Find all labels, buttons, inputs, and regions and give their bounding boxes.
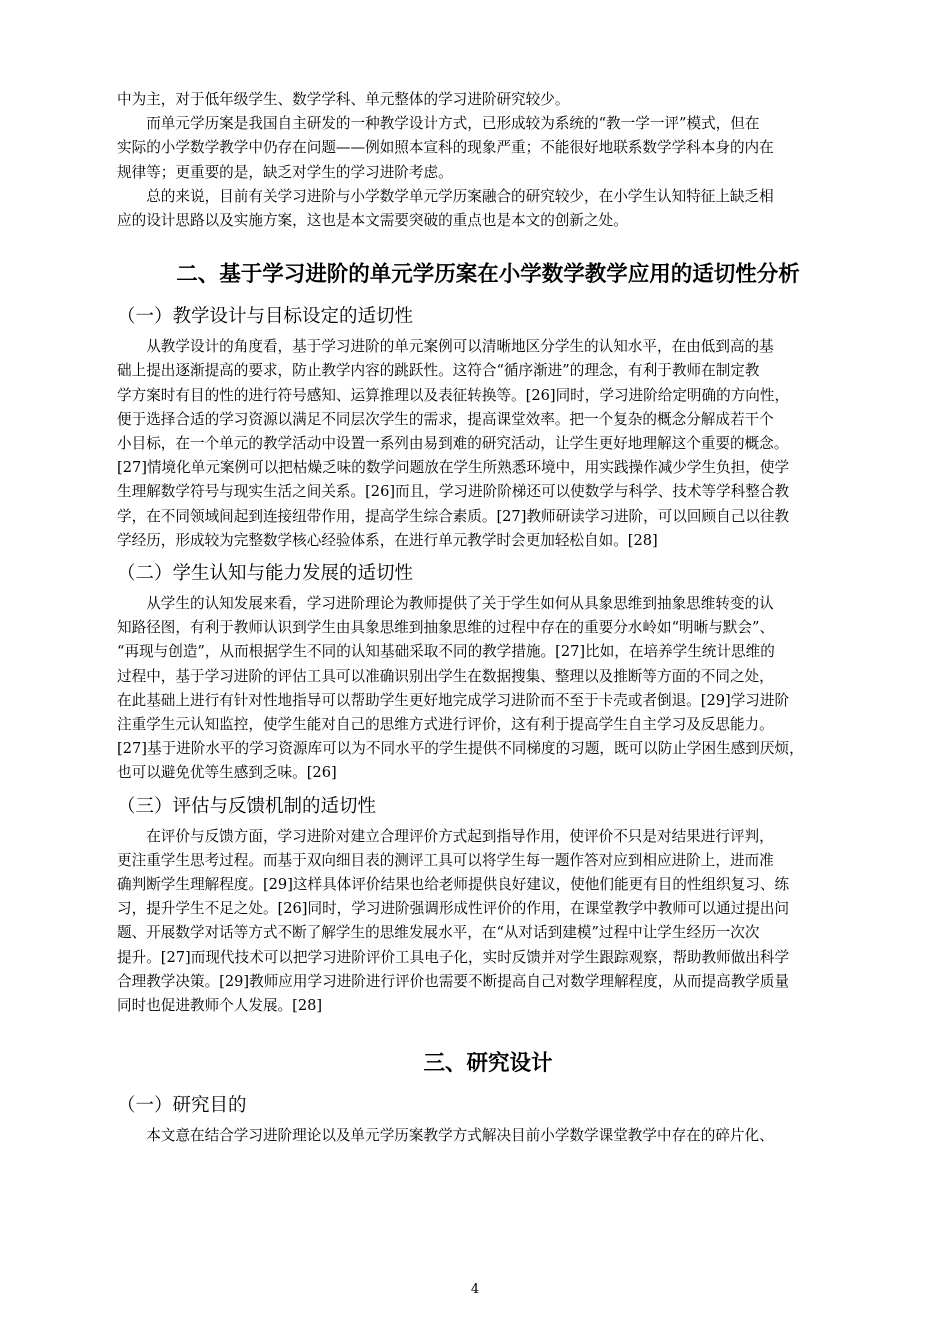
intro-paragraph-3: 总的来说，目前有关学习进阶与小学数学单元学历案融合的研究较少，在小学生认知特征上缺乏相 应的设计思路以及实施方案，这也是本文需要突破的重点也是本文的创新之处。 [117, 187, 774, 230]
page-content [117, 88, 859, 1149]
section-2-1-heading: （一）教学设计与目标设定的适切性 [117, 306, 414, 328]
section-2-2-heading: （二）学生认知与能力发展的适切性 [117, 563, 414, 585]
section-2-2-body: 从学生的认知发展来看，学习进阶理论为教师提供了关于学生如何从具象思维到抽象思维转变的认 知路径图，有利于教师认识到学生由具象思维到抽象思维的过程中存在的重要分水岭如“明晰与默会”、 “再现与创造”，从而根据学生不同的认知基础采取不同的教学措施。[27]比如，在培养学生统计思维的 过程中，基于学习进阶的评估工具可以准确识别出学生在数据搜集、整理以及推断等方面的不同之处， 在此基础上进行有针对性地指导可以帮助学生更好地完成学习进阶而不至于卡壳或者倒退。[29]学习进阶 注重学生元认知监控，使学生能对自己的思维方式进行评价，这有利于提高学生自主学习及反思能力。 [27]基于进阶水平的学习资源库可以为不同水平的学生提供不同梯度的习题，既可以防止学困生感到厌烦， 也可以避免优等生感到乏味。[26] [117, 595, 804, 782]
section-2-1-body: 从教学设计的角度看，基于学习进阶的单元案例可以清晰地区分学生的认知水平，在由低到高的基 础上提出逐渐提高的要求，防止教学内容的跳跃性。这符合“循序渐进”的理念，有利于教师在制定教 学方案时有目的性的进行符号感知、运算推理以及表征转换等。[26]同时，学习进阶给定明确的方向性， 便于选择合适的学习资源以满足不同层次学生的需求，提高课堂效率。把一个复杂的概念分解成若干个 小目标，在一个单元的教学活动中设置一系列由易到难的研究活动，让学生更好地理解这个重要的概念。 [27]情境化单元案例可以把枯燥乏味的数学问题放在学生所熟悉环境中，用实践操作减少学生负担，使学 生理解数学符号与现实生活之间关系。[26]而且，学习进阶阶梯还可以使数学与科学、技术等学科整合教 学，在不同领域间起到连接纽带作用，提高学生综合素质。[27]教师研读学习进阶，可以回顾自己以往教 学经历，形成较为完整数学核心经验体系，在进行单元教学时会更加轻松自如。[28] [117, 338, 790, 549]
section-3-heading: 三、研究设计 [423, 1051, 553, 1077]
page-number: 4 [470, 1282, 480, 1297]
section-3-1-body: 本文意在结合学习进阶理论以及单元学历案教学方式解决目前小学数学课堂教学中存在的碎片化、 [146, 1127, 774, 1145]
section-2-3-body: 在评价与反馈方面，学习进阶对建立合理评价方式起到指导作用，使评价不只是对结果进行评判， 更注重学生思考过程。而基于双向细目表的测评工具可以将学生每一题作答对应到相应进阶上，进而准 确判断学生理解程度。[29]这样具体评价结果也给老师提供良好建议，使他们能更有目的性组织复习、练 习，提升学生不足之处。[26]同时，学习进阶强调形成性评价的作用，在课堂教学中教师可以通过提出问 题、开展数学对话等方式不断了解学生的思维发展水平，在“从对话到建模”过程中让学生经历一次次 提升。[27]而现代技术可以把学习进阶评价工具电子化，实时反馈并对学生跟踪观察，帮助教师做出科学 合理教学决策。[29]教师应用学习进阶进行评价也需要不断提高自己对数学理解程度，从而提高教学质量 同时也促进教师个人发展。[28] [117, 827, 790, 1015]
section-2-3-heading: （三）评估与反馈机制的适切性 [117, 795, 377, 817]
section-3-1-heading: （一）研究目的 [117, 1095, 247, 1117]
intro-paragraph-1: 中为主，对于低年级学生、数学学科、单元整体的学习进阶研究较少。 [117, 91, 570, 108]
section-2-heading: 二、基于学习进阶的单元学历案在小学数学教学应用的适切性分析 [176, 262, 800, 288]
intro-paragraph-2: 而单元学历案是我国自主研发的一种教学设计方式，已形成较为系统的“教一学一评”模式，但在 实际的小学数学教学中仍存在问题——例如照本宣科的现象严重；不能很好地联系数学学科本身的内在 规律等；更重要的是，缺乏对学生的学习进阶考虑。 [117, 115, 774, 181]
